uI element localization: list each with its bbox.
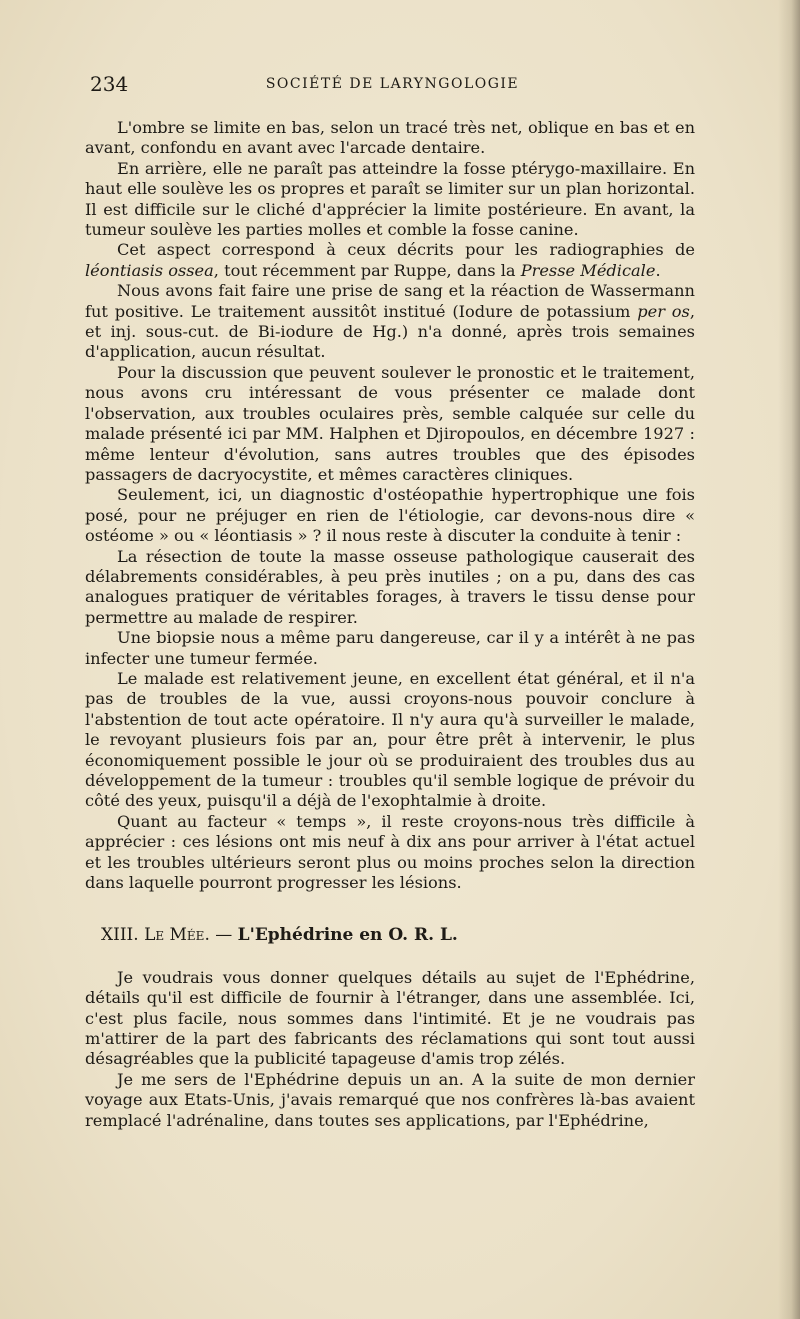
section-number: XIII. — [101, 925, 139, 946]
italic-term: per os — [637, 301, 690, 321]
italic-term: léontiasis ossea — [85, 260, 214, 280]
paragraph: Quant au facteur « temps », il reste croyons-nous très difficile à apprécier : ces lésions ont mis neuf à dix ans pour arriver à l'état actuel et les troubles ultérieurs seront plus ou moins proches selon la direction dans laquelle pourront progresser les lésions. — [85, 811, 695, 893]
paragraph: Je me sers de l'Ephédrine depuis un an. A la suite de mon dernier voyage aux Etats-Unis, j'avais remarqué que nos confrères là-bas avaient remplacé l'adrénaline, dans toutes ses applications, par l'Ephédrine, — [85, 1069, 695, 1130]
paragraph: Nous avons fait faire une prise de sang et la réaction de Wassermann fut positive. Le traitement aussitôt institué (Iodure de potassium per os, et inj. sous-cut. de Bi-iodure de Hg.) n'a donné, après trois semaines d'application, aucun résultat. — [85, 281, 696, 362]
section-dash: — — [215, 925, 233, 946]
running-head: SOCIÉTÉ DE LARYNGOLOGIE — [265, 76, 520, 92]
paragraph: Je voudrais vous donner quelques détails au sujet de l'Ephédrine, détails qu'il est difficile de fournir à l'étranger, dans une assemblée. Ici, c'est plus facile, nous sommes dans l'intimité. Et je ne voudrais pas m'attirer de la part des fabricants des réclamations qui sont tout aussi désagréables que la publicité tapageuse d'amis trop zélés. — [85, 967, 695, 1069]
paragraph: L'ombre se limite en bas, selon un tracé très net, oblique en bas et en avant, confondu en avant avec l'arcade dentaire. — [85, 118, 695, 158]
paragraph: Une biopsie nous a même paru dangereuse, car il y a intérêt à ne pas infecter une tumeur fermée. — [85, 628, 695, 668]
page-edge-shadow — [778, 0, 800, 1319]
paragraph: Cet aspect correspond à ceux décrits pour les radiographies de léontiasis ossea, tout récemment par Ruppe, dans la Presse Médicale. — [85, 240, 695, 280]
paragraph: Pour la discussion que peuvent soulever le pronostic et le traitement, nous avons cru intéressant de vous présenter ce malade dont l'observation, aux troubles oculaires près, semble calquée sur celle du malade présenté ici par MM. Halphen et Djiropoulos, en décembre 1927 : même lenteur d'évolution, sans autres troubles que des épisodes passagers de dacryocystite, et mêmes caractères cliniques. — [85, 362, 695, 484]
paragraph: Le malade est relativement jeune, en excellent état général, et il n'a pas de troubles de la vue, aussi croyons-nous pouvoir conclure à l'abstention de tout acte opératoire. Il n'y aura qu'à surveiller le malade, le revoyant plusieurs fois par an, pour être prêt à intervenir, le plus économiquement possible le jour où se produiraient des troubles dus au développement de la tumeur : troubles qu'il semble logique de prévoir du côté des yeux, puisqu'il a déjà de l'exophtalmie à droite. — [85, 668, 695, 811]
page-header — [90, 72, 695, 100]
section-author: Le Mée. — [144, 925, 210, 946]
journal-title: Presse Médicale — [520, 260, 656, 280]
paragraph: En arrière, elle ne paraît pas atteindre la fosse ptérygo-maxillaire. En haut elle soulève les os propres et paraît se limiter sur un plan horizontal. Il est difficile sur le cliché d'apprécier la limite postérieure. En avant, la tumeur soulève les parties molles et comble la fosse canine. — [85, 158, 695, 240]
section-heading — [85, 925, 695, 945]
paragraph: La résection de toute la masse osseuse pathologique causerait des délabrements considérables, à peu près inutiles ; on a pu, dans des cas analogues pratiquer de véritables forages, à travers le tissu dense pour permettre au malade de respirer. — [85, 546, 695, 627]
page-number: 234 — [90, 72, 129, 96]
article-body — [85, 118, 695, 1131]
section-title: L'Ephédrine en O. R. L. — [237, 925, 458, 946]
paragraph: Seulement, ici, un diagnostic d'ostéopathie hypertrophique une fois posé, pour ne préjuger en rien de l'étiologie, car devons-nous dire « ostéome » ou « léontiasis » ? il nous reste à discuter la conduite à tenir : — [85, 485, 695, 546]
